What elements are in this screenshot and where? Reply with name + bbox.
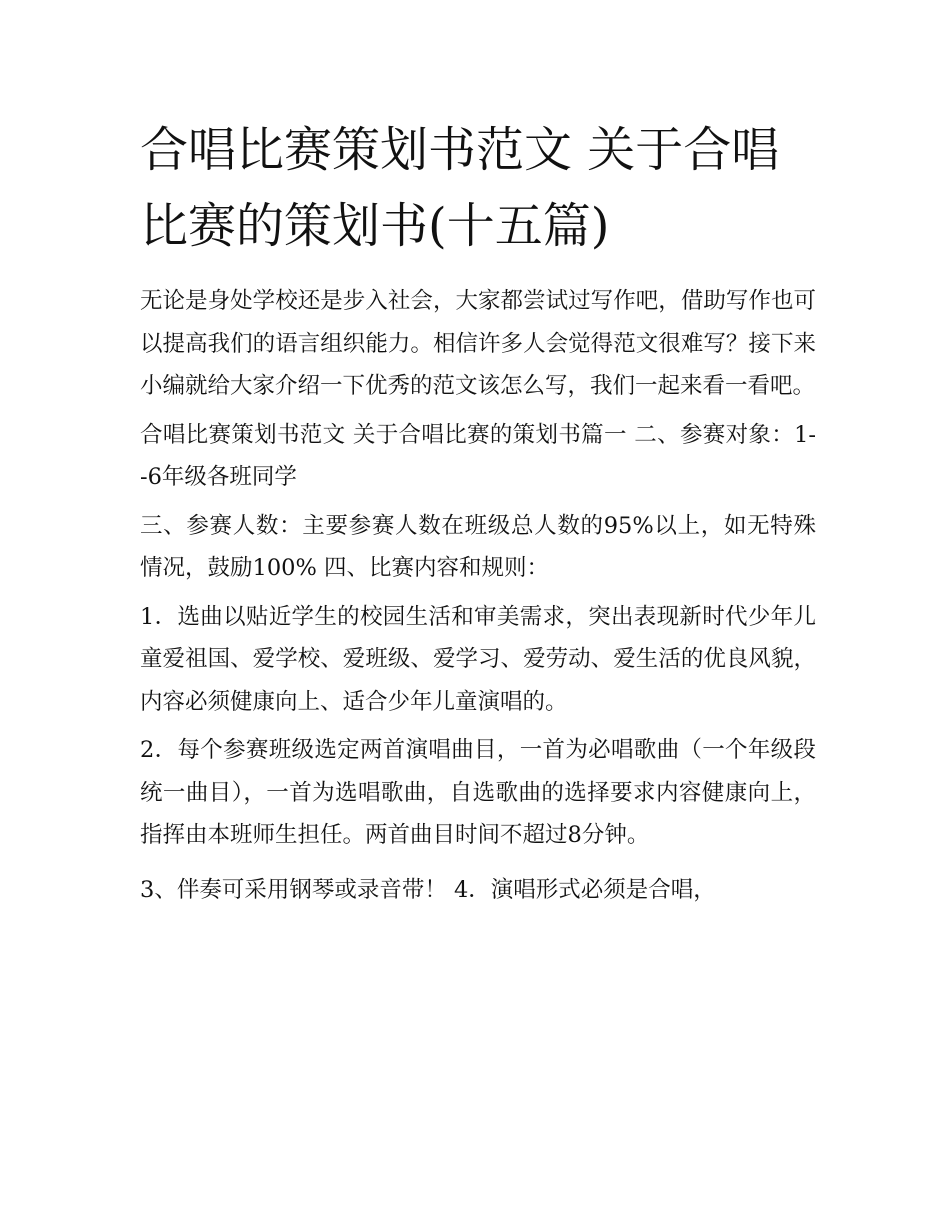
participant-count-paragraph: 三、参赛人数：主要参赛人数在班级总人数的95%以上，如无特殊情况，鼓励100% 四、比赛内容和规则： <box>140 512 816 581</box>
document-title: 合唱比赛策划书范文 关于合唱比赛的策划书(十五篇) <box>140 122 780 254</box>
rule-3-4-paragraph: 3、伴奏可采用钢琴或录音带！ 4．演唱形式必须是合唱， <box>140 876 716 903</box>
document-body <box>140 280 816 917</box>
rule-2-paragraph: 2．每个参赛班级选定两首演唱曲目，一首为必唱歌曲（一个年级段统一曲目），一首为选唱歌曲，自选歌曲的选择要求内容健康向上，指挥由本班师生担任。两首曲目时间不超过8分钟。 <box>140 737 816 848</box>
rule-1-paragraph: 1．选曲以贴近学生的校园生活和审美需求，突出表现新时代少年儿童爱祖国、爱学校、爱班级、爱学习、爱劳动、爱生活的优良风貌，内容必须健康向上、适合少年儿童演唱的。 <box>140 603 816 715</box>
intro-paragraph: 无论是身处学校还是步入社会，大家都尝试过写作吧，借助写作也可以提高我们的语言组织能力。相信许多人会觉得范文很难写？接下来小编就给大家介绍一下优秀的范文该怎么写，我们一起来看一看吧。 <box>140 288 816 399</box>
participants-paragraph: 合唱比赛策划书范文 关于合唱比赛的策划书篇一 二、参赛对象：1--6年级各班同学 <box>140 421 816 490</box>
